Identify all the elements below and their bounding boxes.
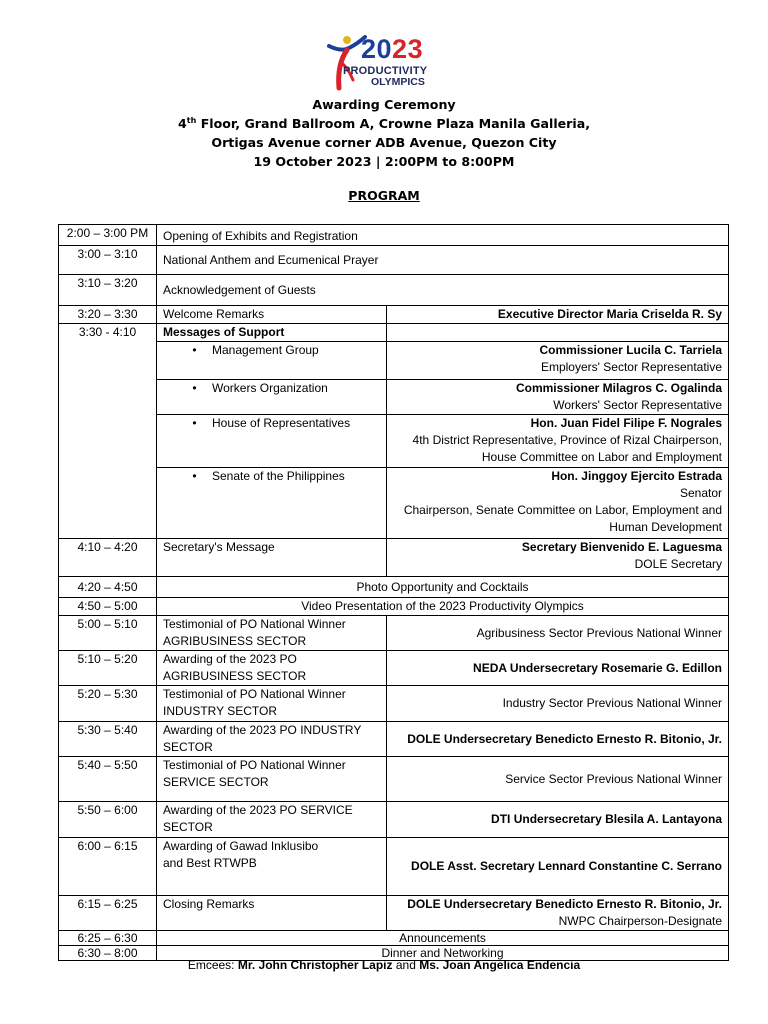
event-address: Ortigas Avenue corner ADB Avenue, Quezon City <box>211 135 557 150</box>
time-cell: 3:20 – 3:30 <box>59 306 157 324</box>
event-venue: 4th Floor, Grand Ballroom A, Crowne Plaza Manila Galleria, <box>178 115 590 131</box>
table-row <box>59 757 729 802</box>
item-cell: National Anthem and Ecumenical Prayer <box>157 246 729 275</box>
speaker-cell: Industry Sector Previous National Winner <box>387 686 729 722</box>
table-row <box>59 802 729 838</box>
time-cell: 6:00 – 6:15 <box>59 838 157 896</box>
speaker-cell: Executive Director Maria Criselda R. Sy <box>387 306 729 324</box>
item-cell: Awarding of the 2023 PO INDUSTRY SECTOR <box>157 722 387 757</box>
bullet-icon: • <box>192 381 197 395</box>
logo-year: 2023 <box>361 34 424 64</box>
item-cell: Welcome Remarks <box>157 306 387 324</box>
speaker-cell <box>387 324 729 342</box>
table-row <box>59 931 729 946</box>
program-table <box>58 224 729 961</box>
speaker-cell: Hon. Juan Fidel Filipe F. Nograles 4th District Representative, Province of Rizal Chairperson, House Committee on Labor and Employment <box>387 415 729 468</box>
time-cell: 6:30 – 8:00 <box>59 946 157 961</box>
table-row <box>59 896 729 931</box>
time-cell: 5:50 – 6:00 <box>59 802 157 838</box>
bullet-icon: • <box>192 416 197 430</box>
item-cell: • Senate of the Philippines <box>157 468 387 539</box>
bullet-icon: • <box>192 469 197 483</box>
time-cell: 5:10 – 5:20 <box>59 651 157 686</box>
table-row <box>59 651 729 686</box>
speaker-cell: Secretary Bienvenido E. Laguesma DOLE Secretary <box>387 539 729 577</box>
item-cell: Secretary's Message <box>157 539 387 577</box>
speaker-cell: NEDA Undersecretary Rosemarie G. Edillon <box>387 651 729 686</box>
item-cell: Closing Remarks <box>157 896 387 931</box>
item-cell: Announcements <box>157 931 729 946</box>
item-cell: Dinner and Networking <box>157 946 729 961</box>
time-cell: 2:00 – 3:00 PM <box>59 225 157 246</box>
item-cell: Opening of Exhibits and Registration <box>157 225 729 246</box>
speaker-cell: DTI Undersecretary Blesila A. Lantayona <box>387 802 729 838</box>
time-cell: 4:20 – 4:50 <box>59 577 157 598</box>
time-cell: 4:50 – 5:00 <box>59 598 157 616</box>
table-row <box>59 306 729 324</box>
speaker-cell: Hon. Jinggoy Ejercito Estrada Senator Chairperson, Senate Committee on Labor, Employment and Human Development <box>387 468 729 539</box>
event-title: Awarding Ceremony <box>312 97 456 112</box>
table-row <box>59 225 729 246</box>
table-row <box>59 616 729 651</box>
logo-line2: OLYMPICS <box>371 76 425 88</box>
table-row <box>59 577 729 598</box>
speaker-cell: DOLE Undersecretary Benedicto Ernesto R. Bitonio, Jr. NWPC Chairperson-Designate <box>387 896 729 931</box>
item-cell: Messages of Support <box>157 324 387 342</box>
item-cell: Video Presentation of the 2023 Productivity Olympics <box>157 598 729 616</box>
time-cell: 3:10 – 3:20 <box>59 275 157 306</box>
table-row <box>59 380 729 415</box>
table-row <box>59 468 729 539</box>
bullet-icon: • <box>192 343 197 357</box>
table-row <box>59 598 729 616</box>
item-cell: Awarding of the 2023 PO SERVICE SECTOR <box>157 802 387 838</box>
speaker-cell: Service Sector Previous National Winner <box>387 757 729 802</box>
item-cell: • House of Representatives <box>157 415 387 468</box>
time-cell: 5:40 – 5:50 <box>59 757 157 802</box>
table-row <box>59 342 729 380</box>
table-row <box>59 324 729 342</box>
time-cell: 5:20 – 5:30 <box>59 686 157 722</box>
table-row <box>59 686 729 722</box>
speaker-cell: Commissioner Milagros C. Ogalinda Workers' Sector Representative <box>387 380 729 415</box>
program-heading: PROGRAM <box>348 188 420 203</box>
speaker-cell: DOLE Asst. Secretary Lennard Constantine C. Serrano <box>387 838 729 896</box>
item-cell: Testimonial of PO National Winner AGRIBUSINESS SECTOR <box>157 616 387 651</box>
time-cell: 3:30 - 4:10 <box>59 324 157 342</box>
item-cell: Testimonial of PO National Winner INDUSTRY SECTOR <box>157 686 387 722</box>
time-cell: 6:25 – 6:30 <box>59 931 157 946</box>
table-row <box>59 246 729 275</box>
table-row <box>59 415 729 468</box>
item-cell: Photo Opportunity and Cocktails <box>157 577 729 598</box>
time-cell: 5:30 – 5:40 <box>59 722 157 757</box>
time-cell: 4:10 – 4:20 <box>59 539 157 577</box>
table-row <box>59 838 729 896</box>
table-row <box>59 275 729 306</box>
table-row <box>59 539 729 577</box>
time-cell: 6:15 – 6:25 <box>59 896 157 931</box>
item-cell: Awarding of the 2023 PO AGRIBUSINESS SECTOR <box>157 651 387 686</box>
item-cell: • Management Group <box>157 342 387 380</box>
logo-line1: PRODUCTIVITY <box>343 65 428 77</box>
event-logo <box>327 34 447 90</box>
table-row <box>59 722 729 757</box>
speaker-cell: DOLE Undersecretary Benedicto Ernesto R. Bitonio, Jr. <box>387 722 729 757</box>
item-cell: • Workers Organization <box>157 380 387 415</box>
item-cell: Testimonial of PO National Winner SERVICE SECTOR <box>157 757 387 802</box>
event-date: 19 October 2023 | 2:00PM to 8:00PM <box>253 154 515 169</box>
emcees-line: Emcees: Mr. John Christopher Lapiz and Ms. Joan Angelica Endencia <box>187 958 581 972</box>
speaker-cell: Agribusiness Sector Previous National Winner <box>387 616 729 651</box>
time-cell: 5:00 – 5:10 <box>59 616 157 651</box>
time-cell: 3:00 – 3:10 <box>59 246 157 275</box>
item-cell: Awarding of Gawad Inklusibo and Best RTWPB <box>157 838 387 896</box>
speaker-cell: Commissioner Lucila C. Tarriela Employers' Sector Representative <box>387 342 729 380</box>
item-cell: Acknowledgement of Guests <box>157 275 729 306</box>
